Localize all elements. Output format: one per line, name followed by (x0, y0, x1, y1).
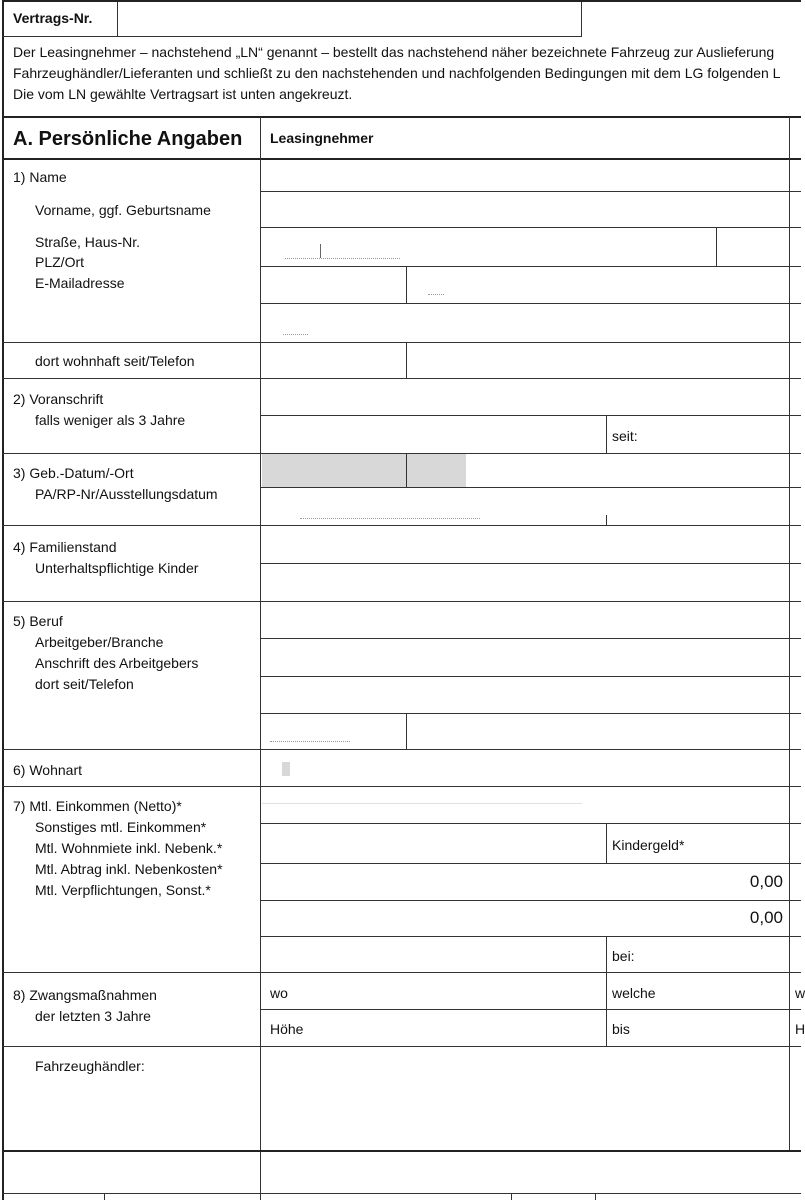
label-wohnmiete: Mtl. Wohnmiete inkl. Nebenk.* (35, 840, 223, 856)
label-seit: seit: (612, 428, 638, 444)
label-familienstand: 4) Familienstand (13, 539, 117, 555)
field-geburtsort[interactable] (407, 454, 466, 487)
field-dort-seit[interactable] (261, 714, 406, 749)
label-abtrag: Mtl. Abtrag inkl. Nebenkosten* (35, 861, 223, 877)
column-header-lessee: Leasingnehmer (270, 130, 374, 146)
field-voranschrift-ort[interactable] (261, 416, 606, 453)
label-fahrzeughaendler: Fahrzeughändler: (35, 1058, 145, 1074)
field-arbeitgeber-telefon[interactable] (407, 714, 789, 749)
field-arbeitgeber[interactable] (261, 639, 789, 676)
label-kinder: Unterhaltspflichtige Kinder (35, 560, 199, 576)
label-name: 1) Name (13, 169, 67, 185)
field-voranschrift[interactable] (261, 379, 789, 415)
label-wo: wo (270, 985, 288, 1001)
label-h-cut: H (795, 1021, 805, 1037)
label-arbeitgeber: Arbeitgeber/Branche (35, 634, 164, 650)
field-plz[interactable] (261, 267, 406, 303)
field-name[interactable] (261, 159, 789, 191)
field-sonstiges-einkommen[interactable] (261, 824, 606, 863)
field-fahrzeughaendler[interactable] (261, 1047, 789, 1150)
label-email: E-Mailadresse (35, 275, 125, 291)
field-einkommen[interactable] (261, 787, 789, 823)
contract-number-label: Vertrags-Nr. (13, 10, 93, 26)
field-verpflichtungen[interactable] (261, 937, 606, 972)
label-voranschrift: 2) Voranschrift (13, 391, 104, 407)
field-strasse[interactable] (261, 228, 716, 266)
intro-text-line1: Der Leasingnehmer – nachstehend „LN“ genannt – bestellt das nachstehend näher bezeichnete Fahrzeug zur Auslieferung (13, 44, 775, 60)
label-wohnhaft: dort wohnhaft seit/Telefon (35, 353, 195, 369)
label-zwangsmassnahmen: 8) Zwangsmaßnahmen (13, 987, 157, 1003)
label-bis: bis (612, 1021, 630, 1037)
label-strasse: Straße, Haus-Nr. (35, 234, 141, 250)
label-falls: falls weniger als 3 Jahre (35, 412, 186, 428)
value-wohnmiete: 0,00 (749, 872, 783, 891)
field-beruf[interactable] (261, 602, 789, 638)
field-vorname[interactable] (261, 192, 789, 227)
field-kinder[interactable] (261, 564, 789, 601)
label-wohnart: 6) Wohnart (13, 762, 82, 778)
label-einkommen: 7) Mtl. Einkommen (Netto)* (13, 798, 182, 814)
label-beruf: 5) Beruf (13, 613, 63, 629)
label-anschrift-arbeitgeber: Anschrift des Arbeitgebers (35, 655, 199, 671)
field-ort[interactable] (407, 267, 789, 303)
section-title: A. Persönliche Angaben (13, 128, 243, 150)
field-hausnr[interactable] (717, 228, 789, 266)
label-geburtsdatum: 3) Geb.-Datum/-Ort (13, 465, 134, 481)
label-vorname: Vorname, ggf. Geburtsname (35, 202, 211, 218)
label-verpflichtungen: Mtl. Verpflichtungen, Sonst.* (35, 882, 211, 898)
label-letzte-3-jahre: der letzten 3 Jahre (35, 1008, 151, 1024)
label-kindergeld: Kindergeld* (612, 837, 685, 853)
field-wohnhaft-seit[interactable] (261, 343, 406, 378)
label-pa-nr: PA/RP-Nr/Ausstellungsdatum (35, 486, 218, 502)
field-telefon[interactable] (407, 343, 789, 378)
intro-text-line2: Fahrzeughändler/Lieferanten und schließt zu den nachstehenden und nachfolgenden Bedingungen mit dem LG folgenden L (13, 65, 781, 81)
field-anschrift-arbeitgeber[interactable] (261, 677, 789, 713)
label-sonstiges-einkommen: Sonstiges mtl. Einkommen* (35, 819, 207, 835)
label-plz: PLZ/Ort (35, 254, 85, 270)
label-dort-seit: dort seit/Telefon (35, 676, 134, 692)
frame-left (2, 0, 4, 1200)
field-ausstellungsdatum[interactable] (607, 488, 789, 525)
intro-text-line3: Die vom LN gewählte Vertragsart ist unten angekreuzt. (13, 86, 353, 102)
label-hoehe: Höhe (270, 1021, 304, 1037)
field-wohnart[interactable] (261, 750, 789, 786)
field-familienstand[interactable] (261, 526, 789, 563)
contract-number-field[interactable] (118, 2, 581, 36)
label-bei: bei: (612, 948, 635, 964)
field-geburtsdatum[interactable] (262, 454, 406, 487)
field-email[interactable] (261, 304, 789, 342)
value-abtrag: 0,00 (749, 908, 783, 927)
label-welche: welche (612, 985, 656, 1001)
label-w-cut: w (795, 985, 805, 1001)
